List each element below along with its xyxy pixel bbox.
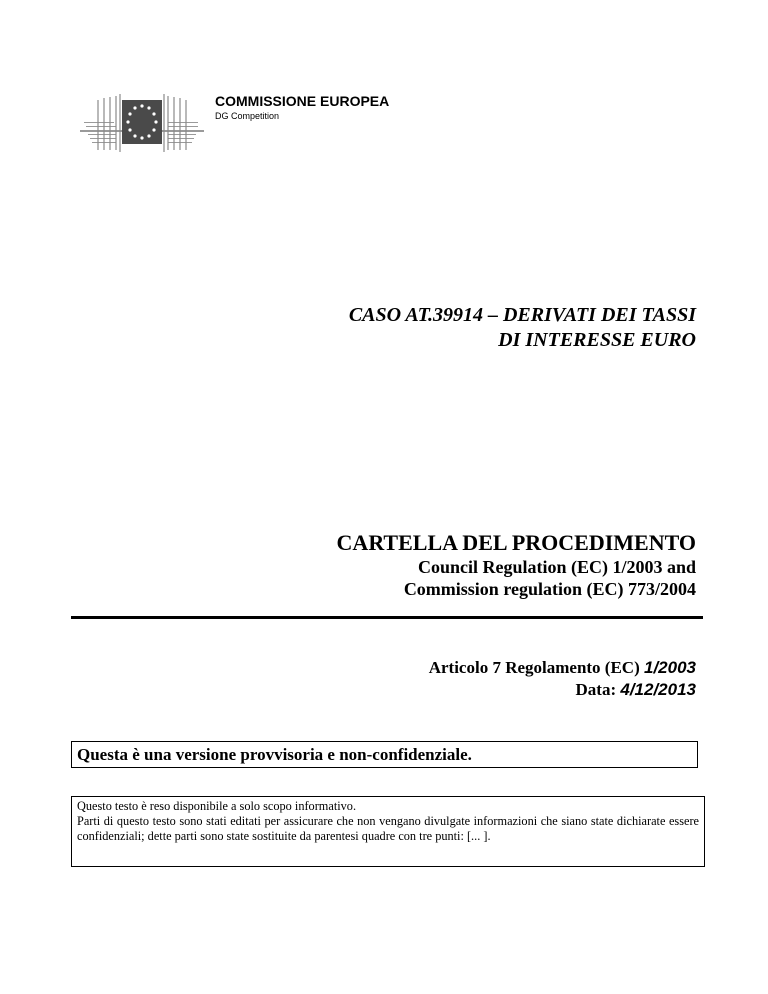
document-date: [216, 679, 696, 701]
case-title-line-2: DI INTERESSE EURO: [498, 329, 696, 351]
horizontal-rule: [71, 616, 703, 619]
organization-name: COMMISSIONE EUROPEA: [215, 93, 390, 109]
department-name: DG Competition: [215, 111, 280, 121]
document-subtitle: [196, 556, 696, 600]
article-value: 1/2003: [644, 658, 696, 677]
article-label: Articolo 7 Regolamento (EC): [428, 658, 644, 677]
disclaimer-line-2: Parti di questo testo sono stati editati per assicurare che non vengano divulgate informazioni che siano state dichiarate essere confidenziali; dette parti sono state sostituite da parentesi quadre con tre punti: [... ].: [77, 814, 699, 843]
european-commission-logo: [80, 92, 204, 154]
disclaimer-box: [71, 796, 705, 867]
case-title: [216, 303, 696, 353]
case-title-line-1: CASO AT.39914 – DERIVATI DEI TASSI: [348, 304, 696, 326]
disclaimer-line-1: Questo testo è reso disponibile a solo scopo informativo.: [77, 799, 357, 813]
document-title: CARTELLA DEL PROCEDIMENTO: [336, 530, 696, 555]
document-subtitle-line-1: Council Regulation (EC) 1/2003 and: [417, 557, 696, 577]
version-notice-text: Questa è una versione provvisoria e non-confidenziale.: [77, 745, 472, 764]
version-notice-box: [71, 741, 698, 768]
article-reference: [216, 657, 696, 679]
date-label: Data:: [575, 680, 621, 699]
date-value: 4/12/2013: [620, 680, 696, 699]
document-subtitle-line-2: Commission regulation (EC) 773/2004: [403, 579, 696, 599]
